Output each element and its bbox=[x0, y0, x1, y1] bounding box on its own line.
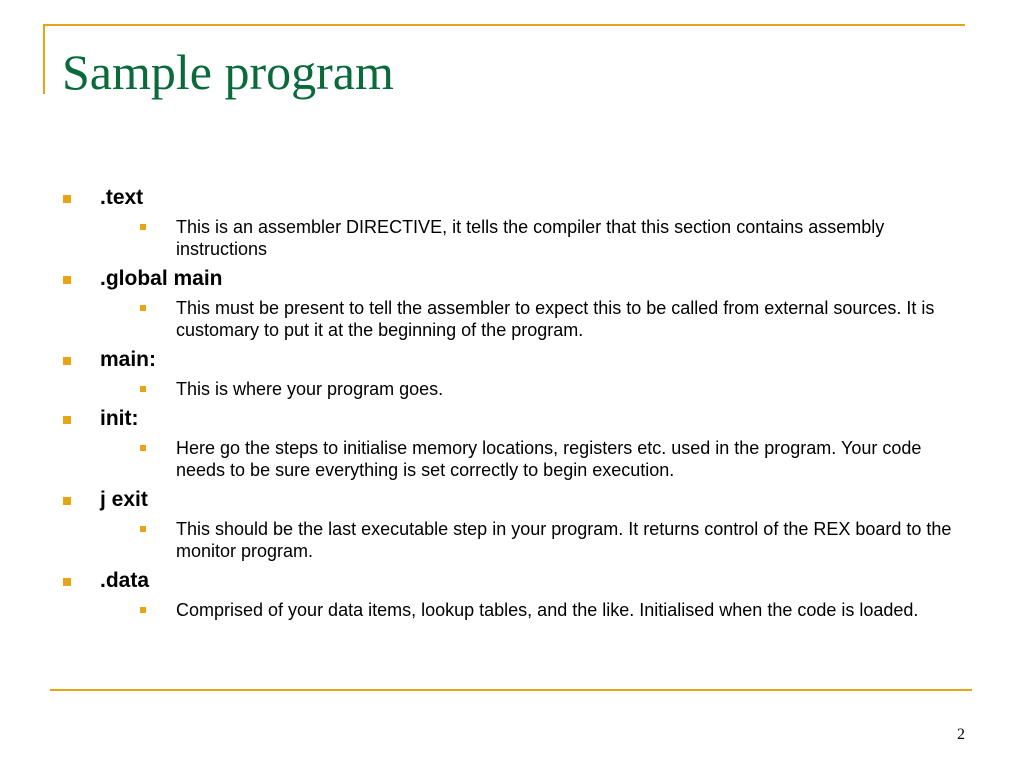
list-item bbox=[62, 184, 972, 260]
square-sub-bullet-icon bbox=[140, 305, 146, 311]
bullet-term: .text bbox=[100, 186, 144, 209]
sub-bullet-item bbox=[100, 216, 966, 260]
sub-bullet-text: This must be present to tell the assembler to expect this to be called from external sources. It is customary to put it at the beginning of the program. bbox=[176, 298, 935, 340]
bullet-term: j exit bbox=[100, 488, 148, 511]
bullet-term: main: bbox=[100, 348, 157, 371]
square-sub-bullet-icon bbox=[140, 607, 146, 613]
sub-bullet-item bbox=[100, 518, 966, 562]
slide-number: 2 bbox=[957, 726, 965, 743]
square-bullet-icon bbox=[63, 497, 71, 505]
square-sub-bullet-icon bbox=[140, 224, 146, 230]
square-bullet-icon bbox=[63, 276, 71, 284]
sub-bullet-item bbox=[100, 599, 966, 621]
sub-bullet-item bbox=[100, 378, 966, 400]
list-item bbox=[62, 405, 972, 481]
slide-title: Sample program bbox=[62, 44, 394, 100]
frame-top-line bbox=[43, 24, 965, 26]
frame-bottom-line bbox=[50, 689, 972, 691]
bullet-term: .global main bbox=[100, 267, 223, 290]
sub-bullet-item bbox=[100, 297, 966, 341]
list-item bbox=[62, 346, 972, 400]
sub-bullet-text: Comprised of your data items, lookup tables, and the like. Initialised when the code is loaded. bbox=[176, 600, 919, 620]
bullet-list bbox=[62, 184, 972, 626]
square-bullet-icon bbox=[63, 195, 71, 203]
sub-bullet-text: This should be the last executable step in your program. It returns control of the REX board to the monitor program. bbox=[176, 519, 952, 561]
sub-bullet-text: This is an assembler DIRECTIVE, it tells the compiler that this section contains assembly instructions bbox=[176, 217, 885, 259]
sub-bullet-text: This is where your program goes. bbox=[176, 379, 444, 399]
sub-bullet-item bbox=[100, 437, 966, 481]
square-bullet-icon bbox=[63, 357, 71, 365]
list-item bbox=[62, 265, 972, 341]
bullet-term: init: bbox=[100, 407, 139, 430]
list-item bbox=[62, 486, 972, 562]
sub-bullet-text: Here go the steps to initialise memory locations, registers etc. used in the program. Your code needs to be sure everything is set correctly to begin execution. bbox=[176, 438, 922, 480]
list-item bbox=[62, 567, 972, 621]
square-bullet-icon bbox=[63, 416, 71, 424]
frame-left-line bbox=[43, 24, 45, 94]
square-bullet-icon bbox=[63, 578, 71, 586]
square-sub-bullet-icon bbox=[140, 386, 146, 392]
square-sub-bullet-icon bbox=[140, 445, 146, 451]
bullet-term: .data bbox=[100, 569, 150, 592]
square-sub-bullet-icon bbox=[140, 526, 146, 532]
